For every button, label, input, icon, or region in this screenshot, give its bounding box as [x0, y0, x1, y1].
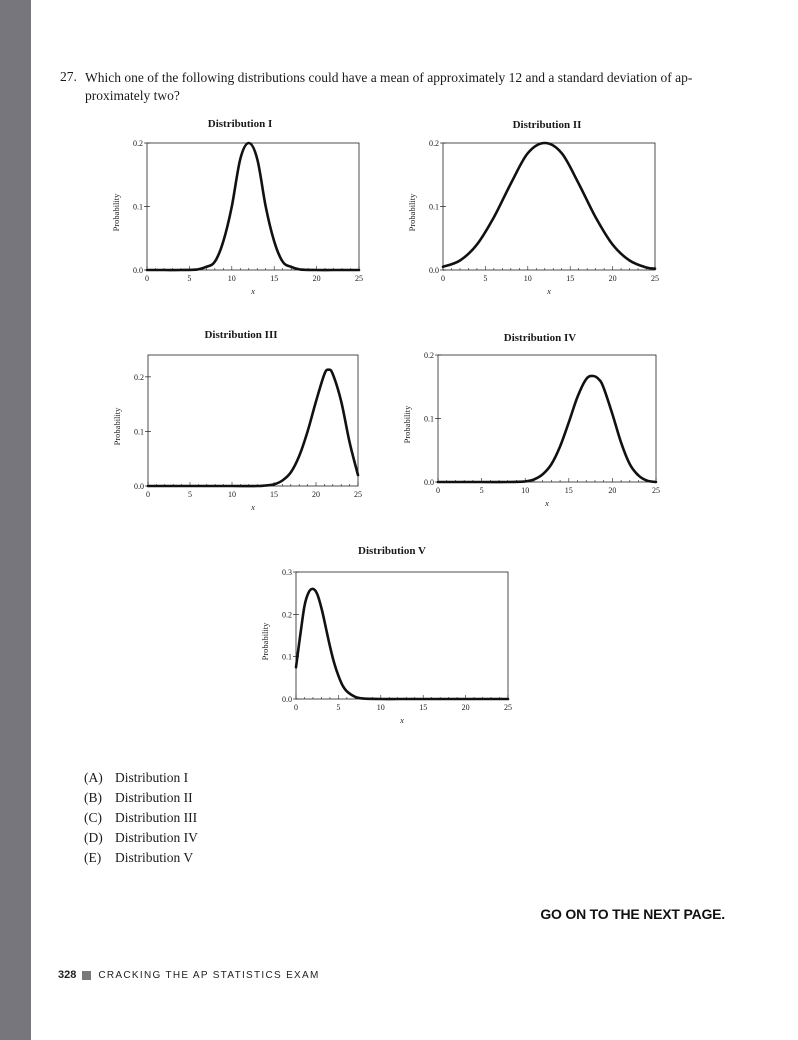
- plot-frame: [438, 355, 656, 482]
- x-tick-label: 20: [608, 486, 617, 495]
- choice-letter: (D): [84, 830, 103, 845]
- distribution-curve: [296, 589, 508, 699]
- chart-4: [402, 332, 660, 508]
- chart-title: Distribution I: [207, 118, 273, 130]
- distribution-curve: [147, 143, 359, 270]
- x-tick-label: 25: [651, 274, 659, 283]
- x-tick-label: 10: [227, 274, 236, 283]
- x-axis-label: x: [545, 498, 549, 508]
- y-tick-label: 0.2: [429, 139, 439, 148]
- page-footer: [58, 969, 320, 981]
- chart-title: Distribution IV: [503, 332, 577, 344]
- plot-frame: [147, 143, 359, 270]
- y-tick-label: 0.0: [133, 266, 143, 275]
- x-tick-label: 0: [441, 274, 445, 283]
- x-tick-label: 10: [523, 274, 532, 283]
- x-tick-label: 5: [187, 274, 192, 283]
- y-tick-label: 0.1: [282, 652, 292, 662]
- y-tick-label: 0.1: [429, 202, 439, 212]
- x-tick-label: 25: [355, 274, 363, 283]
- y-axis-label: Probability: [112, 407, 122, 446]
- plot-frame: [443, 143, 655, 270]
- x-axis-label: x: [400, 715, 404, 725]
- x-tick-label: 5: [336, 703, 341, 712]
- y-tick-label: 0.3: [282, 568, 292, 577]
- distribution-curve: [438, 376, 656, 482]
- x-axis-label: x: [251, 286, 255, 296]
- answer-choices: [84, 770, 198, 870]
- choice-c[interactable]: [84, 810, 198, 830]
- choice-e[interactable]: [84, 850, 198, 870]
- x-tick-label: 0: [294, 703, 298, 712]
- y-tick-label: 0.1: [424, 414, 434, 424]
- x-tick-label: 15: [270, 490, 278, 499]
- y-tick-label: 0.2: [424, 351, 434, 360]
- choice-text: Distribution I: [115, 770, 189, 785]
- x-tick-label: 15: [564, 486, 573, 495]
- choice-letter: (A): [84, 770, 103, 785]
- chart-title: Distribution II: [512, 119, 582, 131]
- next-page-notice: GO ON TO THE NEXT PAGE.: [540, 906, 725, 922]
- choice-letter: (E): [84, 850, 102, 865]
- x-tick-label: 0: [146, 490, 150, 499]
- choice-d[interactable]: [84, 830, 198, 850]
- x-tick-label: 20: [312, 274, 321, 283]
- x-tick-label: 10: [521, 486, 530, 495]
- y-tick-label: 0.2: [282, 610, 292, 620]
- x-tick-label: 20: [312, 490, 320, 499]
- x-tick-label: 5: [483, 274, 488, 283]
- footer-square-icon: [82, 971, 91, 980]
- choice-a[interactable]: [84, 770, 198, 790]
- x-tick-label: 25: [354, 490, 362, 499]
- y-axis-label: Probability: [402, 405, 412, 444]
- question-number: 27.: [60, 69, 77, 84]
- x-tick-label: 0: [436, 486, 440, 495]
- y-tick-label: 0.2: [134, 372, 144, 382]
- x-tick-label: 5: [188, 490, 192, 499]
- x-tick-label: 15: [270, 274, 279, 283]
- y-tick-label: 0.1: [134, 427, 144, 437]
- y-tick-label: 0.0: [424, 478, 434, 487]
- y-tick-label: 0.0: [282, 695, 292, 704]
- y-tick-label: 0.0: [134, 482, 144, 491]
- x-axis-label: x: [547, 286, 551, 296]
- y-tick-label: 0.2: [133, 139, 143, 148]
- x-tick-label: 15: [419, 703, 428, 712]
- y-tick-label: 0.0: [429, 266, 439, 275]
- y-axis-label: Probability: [111, 193, 121, 232]
- distribution-curve: [443, 143, 655, 269]
- chart-title: Distribution V: [358, 545, 426, 557]
- choice-b[interactable]: [84, 790, 198, 810]
- choice-text: Distribution III: [115, 810, 198, 825]
- chart-3: [112, 329, 362, 512]
- book-title: CRACKING THE AP STATISTICS EXAM: [98, 969, 320, 981]
- x-tick-label: 0: [145, 274, 149, 283]
- x-tick-label: 20: [461, 703, 470, 712]
- x-axis-label: x: [251, 502, 255, 512]
- plot-frame: [148, 355, 358, 486]
- chart-2: [407, 119, 659, 296]
- x-tick-label: 25: [652, 486, 660, 495]
- x-tick-label: 15: [566, 274, 575, 283]
- y-axis-label: Probability: [260, 622, 270, 661]
- x-tick-label: 20: [608, 274, 617, 283]
- question-text: Which one of the following distributions could have a mean of approximately 12 and a standard deviation of ap-proximately two?: [85, 70, 693, 103]
- x-tick-label: 10: [376, 703, 385, 712]
- choice-text: Distribution IV: [115, 830, 198, 845]
- choice-letter: (C): [84, 810, 102, 825]
- page-number: 328: [58, 969, 77, 981]
- choice-text: Distribution V: [115, 850, 194, 865]
- x-tick-label: 5: [479, 486, 484, 495]
- distribution-curve: [148, 370, 358, 486]
- y-axis-label: Probability: [407, 193, 417, 232]
- choice-text: Distribution II: [115, 790, 193, 805]
- x-tick-label: 25: [504, 703, 512, 712]
- chart-title: Distribution III: [204, 329, 278, 341]
- choice-letter: (B): [84, 790, 102, 805]
- chart-1: [111, 118, 363, 296]
- x-tick-label: 10: [228, 490, 236, 499]
- chart-5: [260, 545, 512, 725]
- y-tick-label: 0.1: [133, 202, 143, 212]
